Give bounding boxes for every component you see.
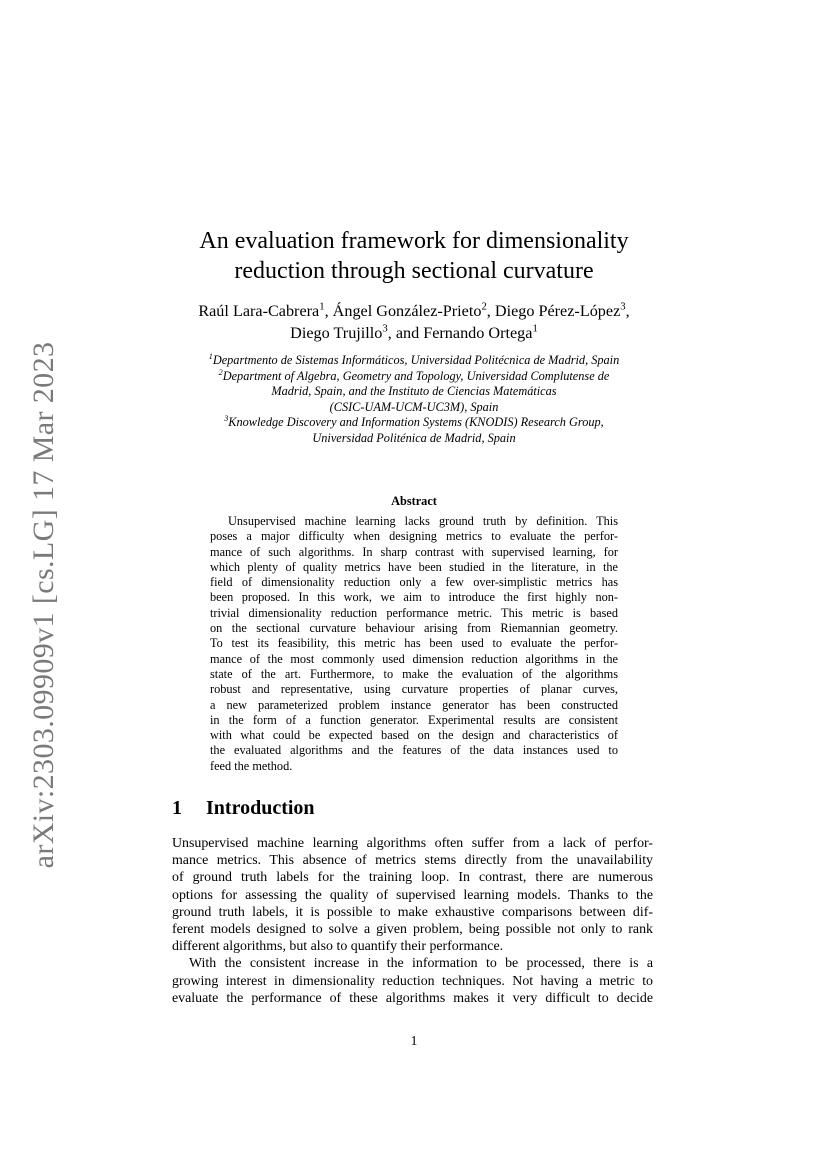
abstract-line: been proposed. In this work, we aim to introduce the first highly non- [210, 590, 618, 605]
intro-line: Unsupervised machine learning algorithms often suffer from a lack of perfor- [172, 836, 653, 851]
affiliation-1 [170, 353, 658, 369]
intro-line: evaluate the performance of these algorithms makes it very difficult to decide [172, 990, 653, 1006]
intro-line: of ground truth labels for the training loop. In contrast, there are numerous [172, 870, 653, 886]
author-line-1 [120, 300, 708, 322]
intro-line: ground truth labels, it is possible to make exhaustive comparisons between dif- [172, 904, 653, 920]
affiliation-mark: 1 [208, 351, 213, 361]
author-line-2 [120, 322, 708, 344]
author-affiliation-mark: 1 [532, 322, 538, 335]
page-number: 1 [410, 1033, 418, 1048]
author-name: Diego Pérez-López [494, 302, 621, 320]
abstract-line: on the sectional curvature behaviour arising from Riemannian geometry. [210, 621, 618, 636]
affiliation-text: Knowledge Discovery and Information Systems (KNODIS) Research Group, [228, 415, 604, 429]
author-separator: , and [387, 324, 424, 342]
affiliation-mark: 2 [218, 367, 223, 377]
author-name: Fernando Ortega [423, 324, 533, 342]
abstract-line: robust and representative, using curvature properties of planar curves, [210, 682, 618, 697]
affiliation-text: Department of Algebra, Geometry and Topology, Universidad Complutense de [222, 368, 610, 383]
author-name: Diego Trujillo [290, 324, 383, 342]
author-name: Raúl Lara-Cabrera [198, 302, 320, 320]
affiliation-2-line-3: (CSIC-UAM-UCM-UC3M), Spain [329, 399, 499, 414]
intro-line: different algorithms, but also to quantify their performance. [172, 939, 504, 955]
affiliation-3-line-2: Universidad Politénica de Madrid, Spain [312, 430, 516, 445]
introduction-body [172, 835, 653, 1007]
author-affiliation-mark: 1 [319, 300, 325, 313]
affiliation-mark: 3 [224, 413, 229, 423]
paper-title [140, 226, 688, 286]
intro-line: ferent models designed to solve a given problem, being possible not only to rank [172, 922, 653, 938]
author-name: Ángel González-Prieto [332, 302, 482, 320]
affiliations [170, 353, 658, 446]
intro-line: With the consistent increase in the information to be processed, there is a [189, 956, 653, 972]
affiliation-3-line-1 [170, 415, 658, 431]
abstract-line: trivial dimensionality reduction performance metric. This metric is based [210, 605, 618, 620]
abstract-line: which plenty of quality metrics have been studied in the literature, in the [210, 559, 618, 574]
intro-line: mance metrics. This absence of metrics stems directly from the unavailability [172, 853, 653, 869]
abstract-line: with what could be expected based on the design and characteristics of [210, 728, 618, 743]
abstract-line: To test its feasibility, this metric has been used to evaluate the perfor- [210, 636, 618, 651]
abstract-line: feed the method. [210, 758, 293, 773]
abstract-line: field of dimensionality reduction only a few over-simplistic metrics has [210, 575, 618, 590]
author-separator: , [324, 302, 333, 320]
abstract-line: Unsupervised machine learning lacks ground truth by definition. This [228, 514, 618, 528]
author-list [120, 300, 708, 344]
arxiv-sidebar [20, 341, 68, 869]
abstract-line: a new parameterized problem instance generator has been constructed [210, 697, 618, 712]
author-affiliation-mark: 3 [620, 300, 626, 313]
abstract-line: state of the art. Furthermore, to make the evaluation of the algorithms [210, 666, 618, 681]
abstract-line: poses a major difficulty when designing metrics to evaluate the perfor- [210, 529, 618, 544]
intro-line: options for assessing the quality of supervised learning models. Thanks to the [172, 887, 653, 903]
arxiv-identifier: arXiv:2303.09909v1 [cs.LG] 17 Mar 2023 [27, 341, 60, 869]
affiliation-2-line-1 [170, 369, 658, 385]
title-line-2: reduction through sectional curvature [234, 258, 594, 284]
abstract-line: mance of the most commonly used dimension reduction algorithms in the [210, 651, 618, 666]
author-separator: , [625, 302, 630, 320]
author-separator: , [486, 302, 495, 320]
affiliation-2-line-2: Madrid, Spain, and the Instituto de Ciencias Matemáticas [271, 384, 557, 398]
abstract-heading: Abstract [391, 494, 437, 508]
title-line-1: An evaluation framework for dimensionality [199, 228, 629, 254]
section-number: 1 [172, 797, 182, 819]
abstract-line: the evaluated algorithms and the features of the data instances used to [210, 743, 618, 758]
author-affiliation-mark: 3 [382, 322, 388, 335]
abstract-body [210, 514, 618, 774]
intro-line: growing interest in dimensionality reduction techniques. Not having a metric to [172, 973, 653, 989]
author-affiliation-mark: 2 [481, 300, 487, 313]
section-heading [172, 797, 315, 820]
affiliation-text: Departmento de Sistemas Informáticos, Universidad Politécnica de Madrid, Spain [212, 353, 620, 367]
abstract-line: in the form of a function generator. Experimental results are consistent [210, 712, 618, 727]
section-title: Introduction [206, 797, 315, 819]
abstract-line: mance of such algorithms. In sharp contrast with supervised learning, for [210, 544, 618, 559]
